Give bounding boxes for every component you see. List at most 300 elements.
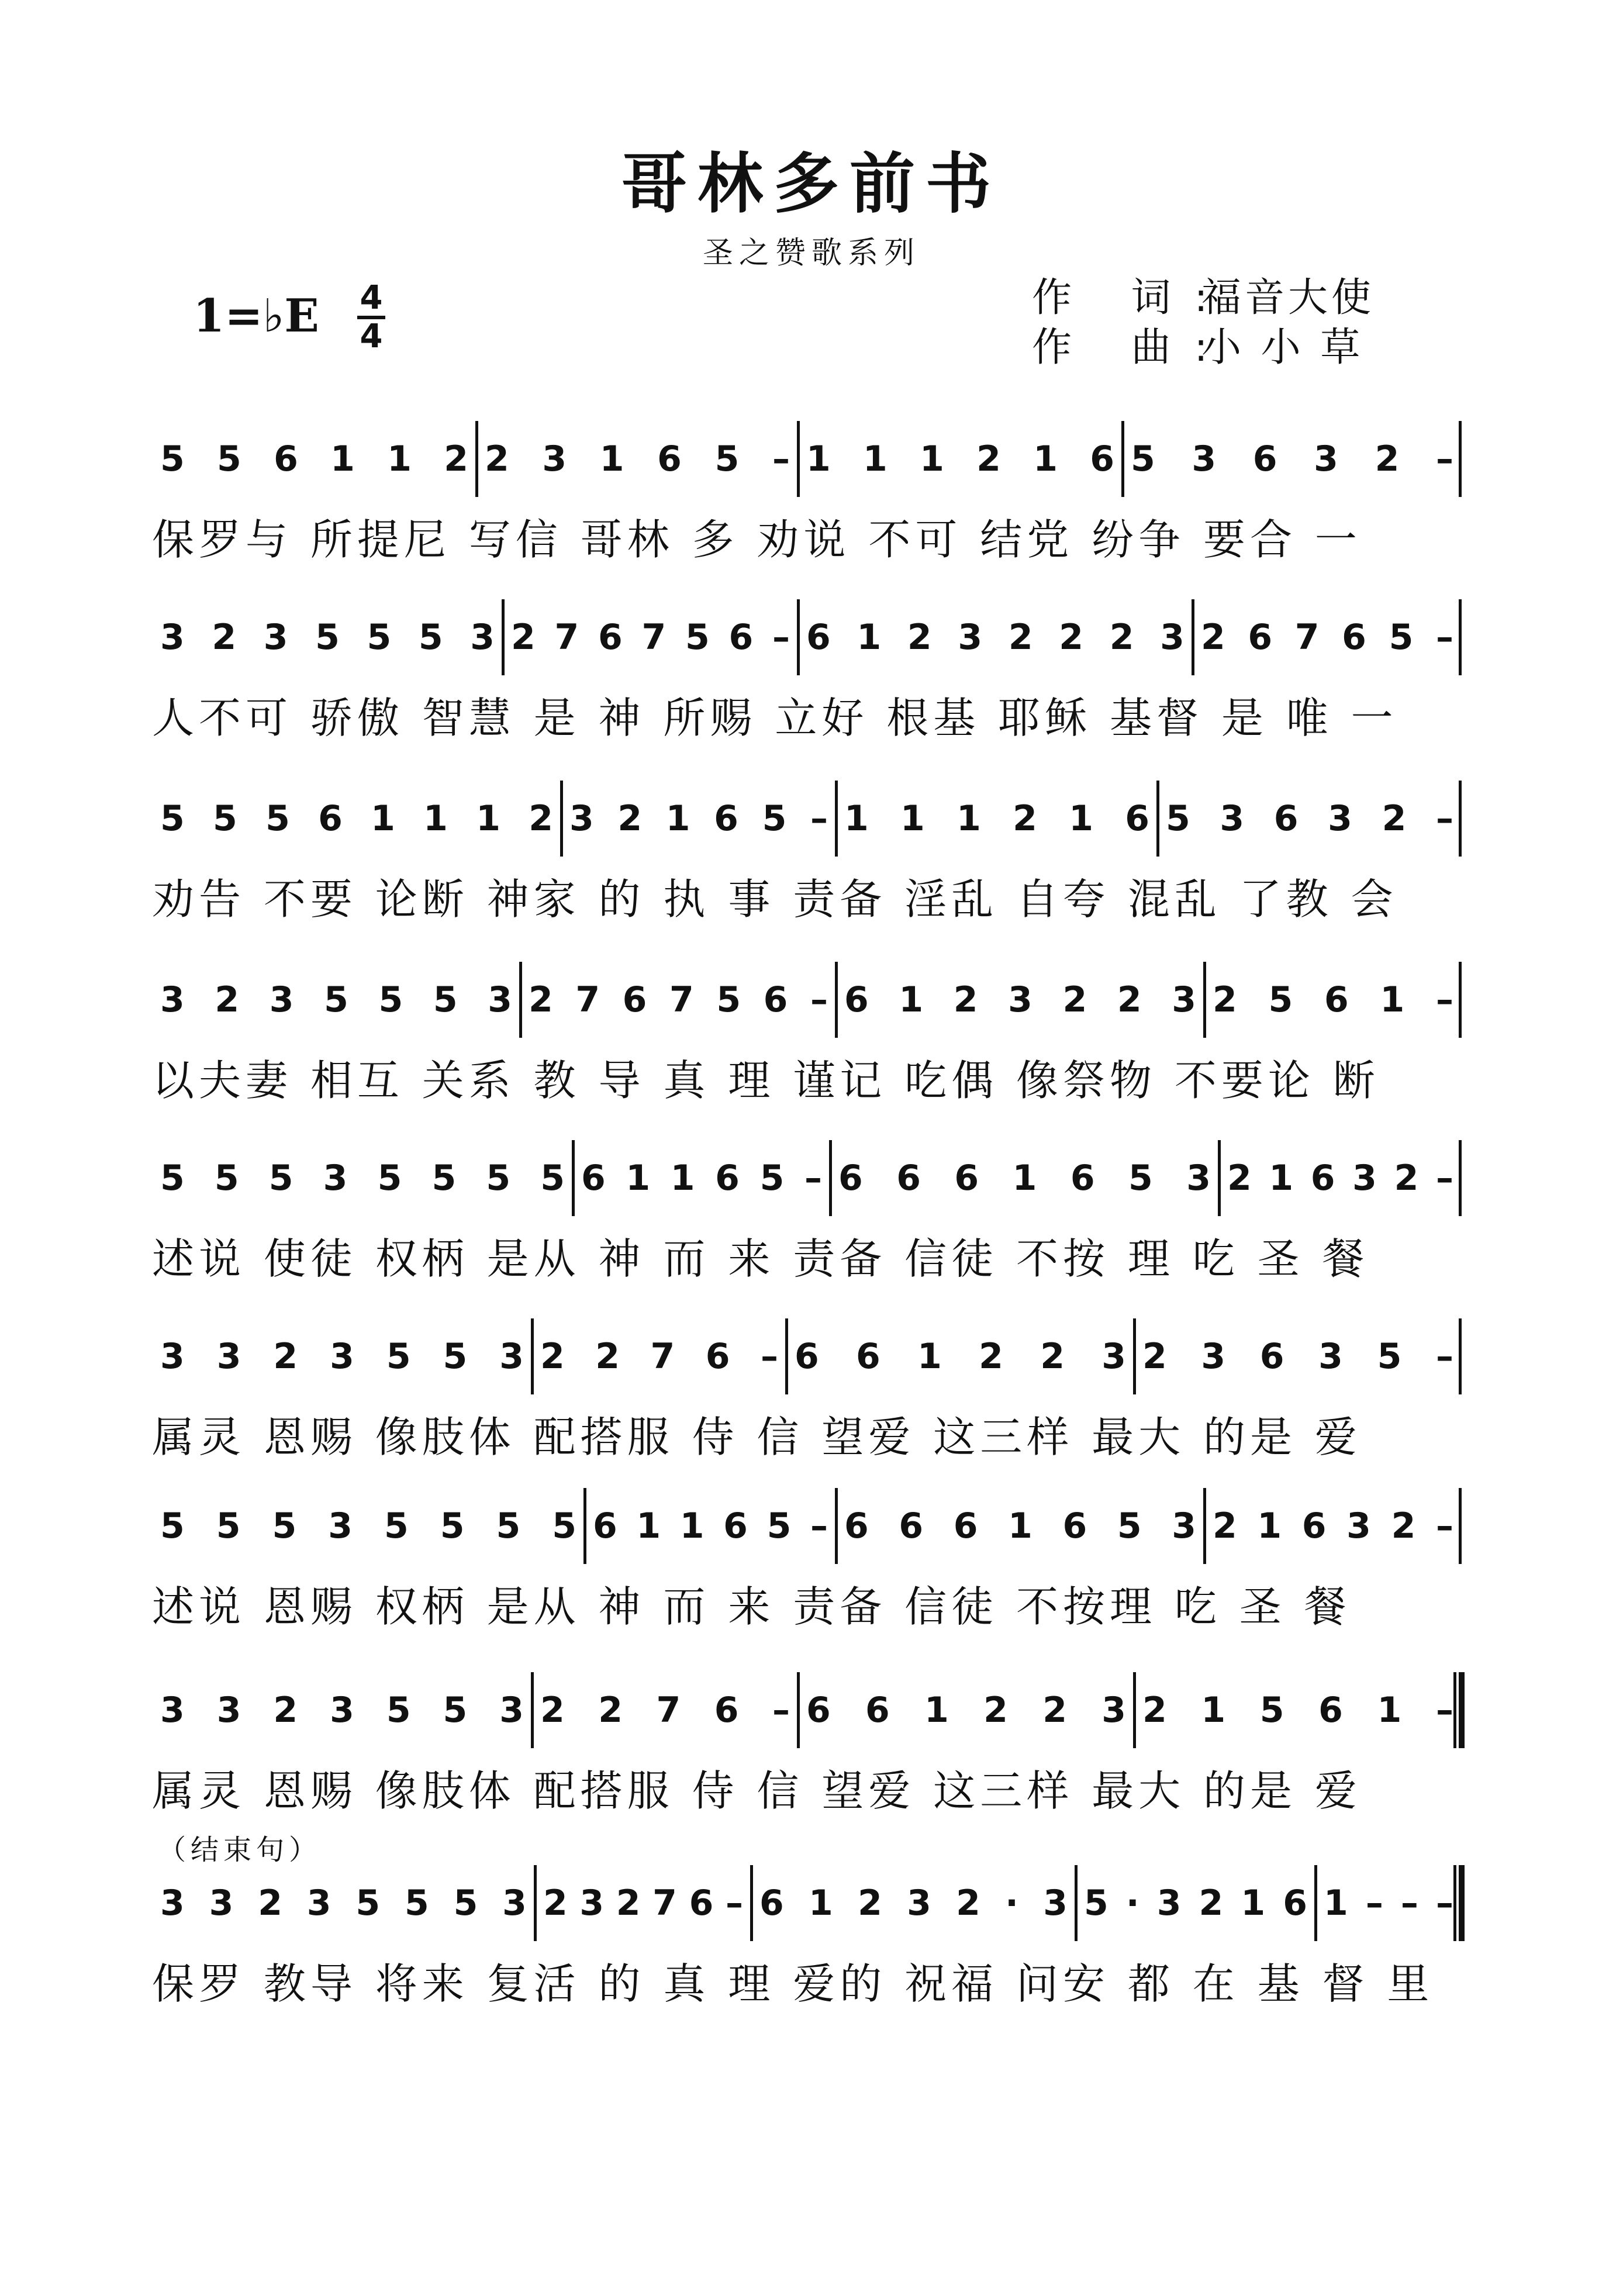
lyric-line: 属灵 恩赐 像肢体 配搭服 侍 信 望爱 这三样 最大 的是 爱 <box>152 1413 1362 1462</box>
note: 3 <box>1008 979 1032 1020</box>
note: 3 <box>160 617 185 658</box>
note: 6 <box>318 798 343 839</box>
note: 2 <box>1059 617 1084 658</box>
note: 5 <box>217 439 241 479</box>
note: 2 <box>595 1336 620 1377</box>
note: 3 <box>1328 798 1352 839</box>
song-subtitle: 圣之赞歌系列 <box>702 236 920 271</box>
note: 2 <box>258 1883 282 1924</box>
note: 3 <box>1220 798 1245 839</box>
note: 6 <box>657 439 682 479</box>
note: 1 <box>626 1158 651 1199</box>
note: 3 <box>502 1883 527 1924</box>
measure <box>476 421 798 497</box>
note: 2 <box>1213 1506 1237 1546</box>
note: 3 <box>1160 617 1185 658</box>
note: 5 <box>384 1506 409 1546</box>
note: 1 <box>1324 1883 1348 1924</box>
composer-credit <box>1032 316 1363 372</box>
note: 1 <box>1008 1506 1032 1546</box>
note: 3 <box>569 798 594 839</box>
note: 5 <box>355 1883 381 1924</box>
note: 6 <box>689 1883 714 1924</box>
note: 3 <box>160 1336 185 1377</box>
note: 1 <box>917 1336 942 1377</box>
note: 5 <box>1084 1883 1109 1924</box>
note: 1 <box>1241 1883 1266 1924</box>
measure <box>798 421 1123 497</box>
note: – <box>804 1158 822 1199</box>
note: 1 <box>1269 1158 1294 1199</box>
note: 1 <box>670 1158 695 1199</box>
note: 2 <box>485 439 509 479</box>
measure <box>152 421 476 497</box>
note: 1 <box>809 1883 833 1924</box>
note: 6 <box>728 617 754 658</box>
note: 3 <box>323 1158 348 1199</box>
measure <box>836 1488 1204 1564</box>
note: 6 <box>581 1158 606 1199</box>
measure <box>152 599 503 675</box>
key-signature: 1=♭E <box>193 289 319 343</box>
note: – <box>1435 1506 1453 1546</box>
bar-line <box>1459 1318 1462 1394</box>
note: 5 <box>404 1883 429 1924</box>
note: 5 <box>160 798 185 839</box>
note: 2 <box>983 1690 1008 1731</box>
note: 1 <box>900 798 925 839</box>
measure <box>786 1318 1134 1394</box>
note: 5 <box>1117 1506 1142 1546</box>
note: 5 <box>272 1506 297 1546</box>
note: 6 <box>1070 1158 1095 1199</box>
measure <box>152 1488 585 1564</box>
note: 3 <box>542 439 567 479</box>
notation-row <box>152 1140 1462 1216</box>
note: 2 <box>907 617 932 658</box>
note: 3 <box>499 1690 524 1731</box>
note: 6 <box>1090 439 1114 479</box>
note: – <box>1435 1158 1453 1199</box>
note: 1 <box>665 798 690 839</box>
note: 6 <box>1273 798 1299 839</box>
notation-row <box>152 421 1462 497</box>
note: 7 <box>1294 617 1320 658</box>
note: 1 <box>924 1690 949 1731</box>
note: 5 <box>213 798 237 839</box>
measure <box>152 781 561 857</box>
note: 3 <box>1156 1883 1182 1924</box>
note: 6 <box>1342 617 1366 658</box>
note: 5 <box>762 798 787 839</box>
composer-label: 作 曲: <box>1032 324 1231 371</box>
note: 6 <box>1252 439 1277 479</box>
measure <box>1134 1672 1462 1748</box>
note: 5 <box>1268 979 1293 1020</box>
measure <box>1134 1318 1462 1394</box>
measure <box>520 962 836 1038</box>
note: 1 <box>387 439 412 479</box>
note: – <box>1400 1883 1418 1924</box>
note: 2 <box>1142 1336 1167 1377</box>
note: – <box>1436 979 1453 1020</box>
bar-line <box>1459 599 1462 675</box>
note: 5 <box>214 1158 239 1199</box>
note: – <box>1435 1883 1453 1924</box>
note: 5 <box>714 439 740 479</box>
note: 1 <box>844 798 869 839</box>
measure <box>751 1865 1076 1941</box>
note: 2 <box>953 979 978 1020</box>
note: 3 <box>907 1883 931 1924</box>
note: – <box>1435 1336 1453 1377</box>
note: 6 <box>1248 617 1273 658</box>
note: 5 <box>160 1158 185 1199</box>
note: 2 <box>540 1336 565 1377</box>
note: 5 <box>431 1158 457 1199</box>
measure <box>152 1318 532 1394</box>
note: 3 <box>1101 1336 1126 1377</box>
note: 6 <box>806 617 831 658</box>
bar-line <box>1459 781 1462 857</box>
measure <box>532 1318 786 1394</box>
note: 5 <box>443 1690 468 1731</box>
measure <box>535 1865 751 1941</box>
note: 5 <box>433 979 458 1020</box>
note: 5 <box>367 617 392 658</box>
bar-line <box>1459 962 1462 1038</box>
bar-line <box>1459 421 1462 497</box>
note: 7 <box>656 1690 681 1731</box>
note: 7 <box>652 1883 677 1924</box>
note: 2 <box>273 1336 298 1377</box>
note: 1 <box>1380 979 1405 1020</box>
note: 7 <box>650 1336 675 1377</box>
note: 3 <box>209 1883 234 1924</box>
note: 6 <box>896 1158 921 1199</box>
note: – <box>1435 1690 1453 1731</box>
note: 5 <box>1166 798 1190 839</box>
note: 5 <box>540 1158 565 1199</box>
note: 2 <box>976 439 1001 479</box>
note: 6 <box>274 439 298 479</box>
note: 7 <box>554 617 579 658</box>
note: 1 <box>1033 439 1058 479</box>
note: – <box>810 1506 828 1546</box>
note: 3 <box>1346 1506 1371 1546</box>
note: 3 <box>328 1506 353 1546</box>
note: 1 <box>1069 798 1093 839</box>
lyric-line: 述说 使徒 权柄 是从 神 而 来 责备 信徒 不按 理 吃 圣 餐 <box>152 1234 1369 1283</box>
note: 3 <box>1043 1883 1068 1924</box>
note: 2 <box>1382 798 1407 839</box>
measure <box>836 962 1204 1038</box>
note: 6 <box>593 1506 617 1546</box>
note: 2 <box>979 1336 1003 1377</box>
lyric-line: 保罗 教导 将来 复活 的 真 理 爱的 祝福 问安 都 在 基 督 里 <box>152 1959 1434 2008</box>
note: 3 <box>499 1336 524 1377</box>
note: 5 <box>766 1506 792 1546</box>
note: 3 <box>1172 979 1196 1020</box>
lyricist-name: 福音大使 <box>1201 275 1375 321</box>
measure <box>152 1140 573 1216</box>
lyric-line: 以夫妻 相互 关系 教 导 真 理 谨记 吃偶 像祭物 不要论 断 <box>152 1056 1380 1105</box>
measure <box>1204 1488 1462 1564</box>
note: 5 <box>216 1506 241 1546</box>
note: 3 <box>579 1883 605 1924</box>
note: 6 <box>598 617 623 658</box>
note: 6 <box>1259 1336 1284 1377</box>
note: 6 <box>763 979 788 1020</box>
note: 2 <box>215 979 240 1020</box>
note: 6 <box>1318 1690 1343 1731</box>
note: 2 <box>1109 617 1134 658</box>
note: 6 <box>723 1506 748 1546</box>
note: 1 <box>863 439 888 479</box>
note: 3 <box>1186 1158 1211 1199</box>
note: 2 <box>529 979 553 1020</box>
note: 1 <box>956 798 981 839</box>
note: 2 <box>1375 439 1400 479</box>
note: 2 <box>1062 979 1087 1020</box>
note: 2 <box>1199 1883 1224 1924</box>
note: 6 <box>838 1158 863 1199</box>
note: 3 <box>470 617 495 658</box>
note: 1 <box>423 798 448 839</box>
measure <box>1076 1865 1315 1941</box>
note: 5 <box>1131 439 1155 479</box>
note: 6 <box>714 798 738 839</box>
note: 2 <box>1042 1690 1067 1731</box>
note: 2 <box>858 1883 882 1924</box>
measure <box>1193 599 1462 675</box>
note: 3 <box>1201 1336 1226 1377</box>
note: 5 <box>453 1883 478 1924</box>
measure <box>836 781 1158 857</box>
notation-row <box>152 1865 1462 1941</box>
note: 1 <box>476 798 500 839</box>
song-title: 哥林多前书 <box>621 146 1002 222</box>
measure <box>798 599 1193 675</box>
note: 6 <box>806 1690 831 1731</box>
final-bar-line <box>1453 1865 1462 1941</box>
note: 3 <box>958 617 983 658</box>
note: – <box>1435 798 1453 839</box>
time-signature <box>354 281 389 354</box>
note: – <box>772 617 790 658</box>
bar-line <box>1459 1488 1462 1564</box>
note: 3 <box>1101 1690 1126 1731</box>
note: 7 <box>575 979 600 1020</box>
note: 2 <box>617 798 643 839</box>
note: 1 <box>1012 1158 1037 1199</box>
note: 5 <box>265 798 290 839</box>
note: 6 <box>953 1506 978 1546</box>
note: 5 <box>386 1336 411 1377</box>
note: 2 <box>1040 1336 1065 1377</box>
note: – <box>772 439 790 479</box>
note: 1 <box>1257 1506 1282 1546</box>
composer-name: 小 小 草 <box>1201 324 1364 371</box>
note: 5 <box>496 1506 521 1546</box>
note: 3 <box>488 979 512 1020</box>
measure <box>503 599 798 675</box>
note: 5 <box>759 1158 785 1199</box>
measure <box>532 1672 798 1748</box>
notation-row <box>152 1672 1462 1748</box>
lyricist-label: 作 词: <box>1032 275 1231 321</box>
bar-line <box>1459 1140 1462 1216</box>
note: 6 <box>1310 1158 1335 1199</box>
note: 5 <box>386 1690 411 1731</box>
note: 5 <box>552 1506 576 1546</box>
note: 1 <box>330 439 355 479</box>
note: 2 <box>1008 617 1033 658</box>
note: · <box>1125 1883 1139 1924</box>
note: 6 <box>795 1336 819 1377</box>
note: 3 <box>1314 439 1338 479</box>
note: 5 <box>440 1506 465 1546</box>
lyric-line: 保罗与 所提尼 写信 哥林 多 劝说 不可 结党 纷争 要合 一 <box>152 515 1362 564</box>
measure <box>152 962 520 1038</box>
note: 5 <box>377 1158 402 1199</box>
note: 2 <box>1394 1158 1419 1199</box>
note: 1 <box>636 1506 661 1546</box>
note: 6 <box>856 1336 880 1377</box>
lyric-line: 述说 恩赐 权柄 是从 神 而 来 责备 信徒 不按理 吃 圣 餐 <box>152 1582 1351 1631</box>
note: 6 <box>1125 798 1149 839</box>
notation-row <box>152 1488 1462 1564</box>
measure <box>1315 1865 1462 1941</box>
note: 6 <box>899 1506 924 1546</box>
note: 6 <box>622 979 647 1020</box>
note: 1 <box>806 439 831 479</box>
note: 1 <box>679 1506 705 1546</box>
note: 5 <box>443 1336 468 1377</box>
note: 3 <box>330 1336 354 1377</box>
lyricist-credit <box>1032 266 1375 323</box>
note: 3 <box>306 1883 331 1924</box>
note: – <box>1435 439 1453 479</box>
note: 5 <box>378 979 403 1020</box>
final-bar-line <box>1453 1672 1462 1748</box>
note: 6 <box>1324 979 1349 1020</box>
note: 3 <box>1352 1158 1377 1199</box>
note: 6 <box>954 1158 979 1199</box>
lyric-line: 人不可 骄傲 智慧 是 神 所赐 立好 根基 耶稣 基督 是 唯 一 <box>152 693 1398 743</box>
note: · <box>1005 1883 1018 1924</box>
measure <box>152 1672 532 1748</box>
note: 3 <box>160 979 185 1020</box>
note: 5 <box>418 617 443 658</box>
note: 1 <box>899 979 924 1020</box>
note: 5 <box>315 617 340 658</box>
note: 2 <box>956 1883 980 1924</box>
note: 2 <box>1227 1158 1252 1199</box>
note: 1 <box>857 617 882 658</box>
measure <box>830 1140 1219 1216</box>
note: 6 <box>865 1690 890 1731</box>
note: 1 <box>1201 1690 1226 1731</box>
note: 1 <box>1377 1690 1402 1731</box>
note: 2 <box>1391 1506 1416 1546</box>
note: 6 <box>759 1883 784 1924</box>
note: 3 <box>263 617 288 658</box>
measure <box>798 1672 1134 1748</box>
note: – <box>1365 1883 1383 1924</box>
measure <box>1219 1140 1462 1216</box>
note: 3 <box>160 1690 185 1731</box>
note: 1 <box>599 439 624 479</box>
note: 5 <box>160 439 185 479</box>
notation-row <box>152 599 1462 675</box>
notation-row <box>152 962 1462 1038</box>
note: 5 <box>268 1158 293 1199</box>
note: 6 <box>1301 1506 1327 1546</box>
note: 6 <box>1283 1883 1307 1924</box>
note: 2 <box>1213 979 1237 1020</box>
note: 3 <box>269 979 294 1020</box>
note: 5 <box>1377 1336 1402 1377</box>
note: 6 <box>844 979 869 1020</box>
note: 2 <box>1013 798 1037 839</box>
note: 2 <box>444 439 468 479</box>
note: 2 <box>1142 1690 1167 1731</box>
note: 2 <box>543 1883 568 1924</box>
note: 2 <box>529 798 553 839</box>
measure <box>561 781 836 857</box>
measure <box>1158 781 1462 857</box>
measure <box>585 1488 836 1564</box>
note: 5 <box>685 617 710 658</box>
note: 7 <box>641 617 667 658</box>
note: 2 <box>598 1690 623 1731</box>
note: 1 <box>920 439 944 479</box>
note: 5 <box>324 979 348 1020</box>
note: 2 <box>273 1690 298 1731</box>
time-signature-top: 4 <box>360 279 383 317</box>
note: 3 <box>216 1336 241 1377</box>
note: 1 <box>371 798 395 839</box>
notation-row <box>152 1318 1462 1394</box>
note: 7 <box>669 979 694 1020</box>
note: 6 <box>844 1506 869 1546</box>
notation-row <box>152 781 1462 857</box>
note: 6 <box>1062 1506 1087 1546</box>
measure <box>1123 421 1462 497</box>
ending-label: （结束句） <box>158 1834 322 1866</box>
time-signature-bottom: 4 <box>360 317 383 355</box>
lyric-line: 劝告 不要 论断 神家 的 执 事 责备 淫乱 自夸 混乱 了教 会 <box>152 875 1398 924</box>
note: 3 <box>1192 439 1217 479</box>
measure <box>152 1865 535 1941</box>
measure <box>1204 962 1462 1038</box>
note: – <box>725 1883 743 1924</box>
note: – <box>1435 617 1453 658</box>
note: – <box>761 1336 778 1377</box>
note: 2 <box>212 617 237 658</box>
note: 5 <box>1259 1690 1284 1731</box>
note: 6 <box>705 1336 730 1377</box>
note: 2 <box>616 1883 641 1924</box>
note: 2 <box>1117 979 1142 1020</box>
lyric-line: 属灵 恩赐 像肢体 配搭服 侍 信 望爱 这三样 最大 的是 爱 <box>152 1766 1362 1815</box>
note: 3 <box>330 1690 354 1731</box>
note: 3 <box>1318 1336 1343 1377</box>
note: 5 <box>716 979 741 1020</box>
measure <box>573 1140 830 1216</box>
note: 3 <box>1172 1506 1196 1546</box>
